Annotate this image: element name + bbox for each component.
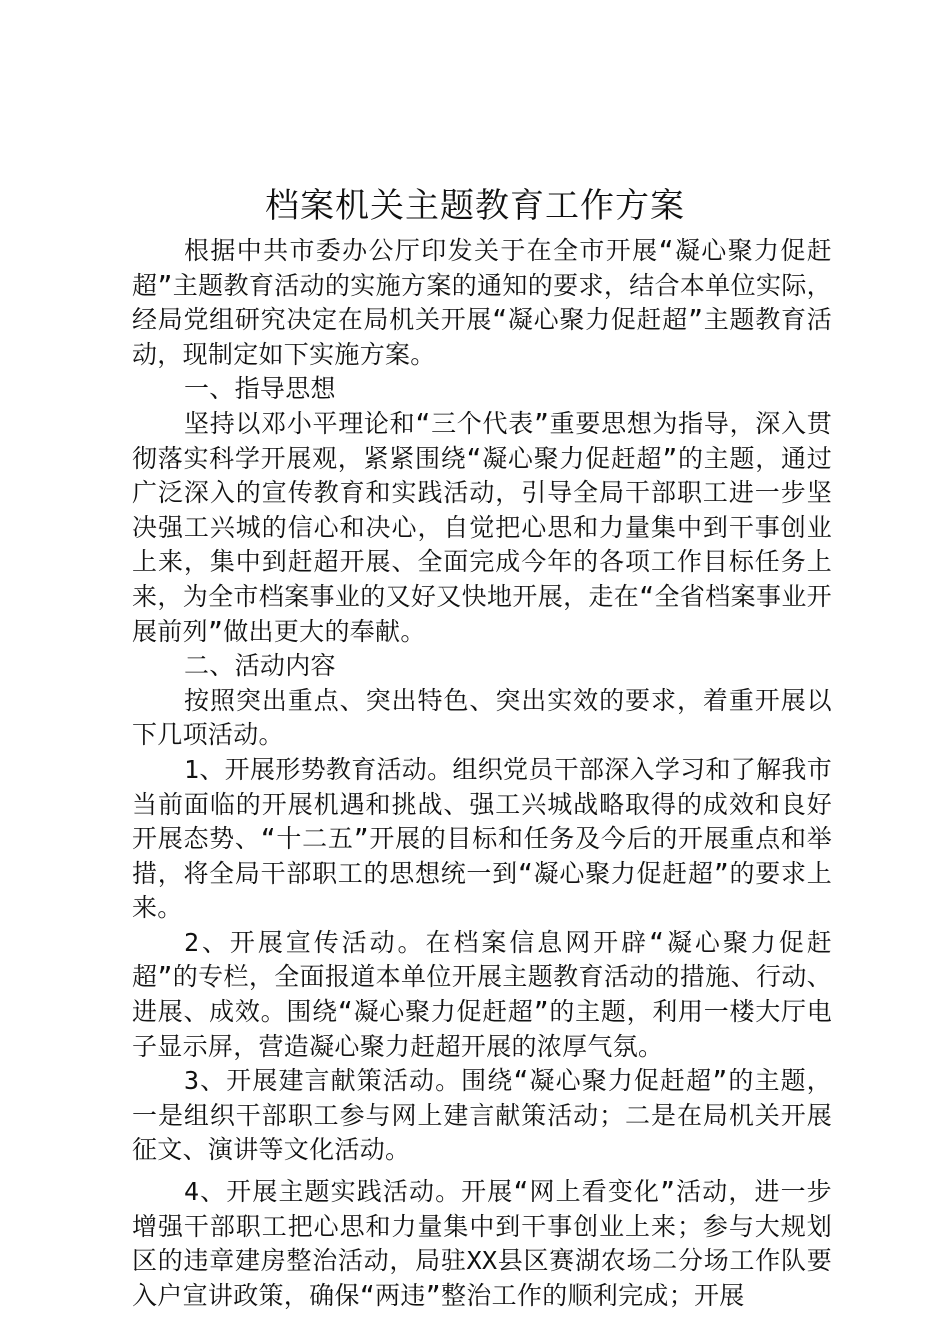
activity-item-4: 4、开展主题实践活动。开展“网上看变化”活动，进一步增强干部职工把心思和力量集中到干事创业上来；参与大规划区的违章建房整治活动，局驻XX县区赛湖农场二分场工作队要入户宣讲政策，确保“两违”整治工作的顺利完成；开展 xyxy=(132,1177,832,1310)
section-heading-activity-content: 二、活动内容 xyxy=(184,651,336,681)
activity-item-3: 3、开展建言献策活动。围绕“凝心聚力促赶超”的主题，一是组织干部职工参与网上建言献策活动；二是在局机关开展征文、演讲等文化活动。 xyxy=(132,1066,832,1165)
document-title: 档案机关主题教育工作方案 xyxy=(265,186,685,226)
section-heading-guiding-ideology: 一、指导思想 xyxy=(184,374,336,404)
paragraph-spacer xyxy=(132,1168,832,1175)
document-body xyxy=(132,234,832,1313)
intro-paragraph: 根据中共市委办公厅印发关于在全市开展“凝心聚力促赶超”主题教育活动的实施方案的通知的要求，结合本单位实际，经局党组研究决定在局机关开展“凝心聚力促赶超”主题教育活动，现制定如下实施方案。 xyxy=(132,236,832,369)
guiding-ideology-paragraph: 坚持以邓小平理论和“三个代表”重要思想为指导，深入贯彻落实科学开展观，紧紧围绕“凝心聚力促赶超”的主题，通过广泛深入的宣传教育和实践活动，引导全局干部职工进一步坚决强工兴城的信心和决心，自觉把心思和力量集中到干事创业上来，集中到赶超开展、全面完成今年的各项工作目标任务上来，为全市档案事业的又好又快地开展，走在“全省档案事业开展前列”做出更大的奉献。 xyxy=(132,408,832,646)
activity-item-2: 2、开展宣传活动。在档案信息网开辟“凝心聚力促赶超”的专栏，全面报道本单位开展主题教育活动的措施、行动、进展、成效。围绕“凝心聚力促赶超”的主题，利用一楼大厅电子显示屏，营造凝心聚力赶超开展的浓厚气氛。 xyxy=(132,927,832,1061)
activity-content-intro: 按照突出重点、突出特色、突出实效的要求，着重开展以下几项活动。 xyxy=(132,685,832,750)
activity-item-1: 1、开展形势教育活动。组织党员干部深入学习和了解我市当前面临的开展机遇和挑战、强工兴城战略取得的成效和良好开展态势、“十二五”开展的目标和任务及今后的开展重点和举措，将全局干部职工的思想统一到“凝心聚力促赶超”的要求上来。 xyxy=(132,754,832,923)
